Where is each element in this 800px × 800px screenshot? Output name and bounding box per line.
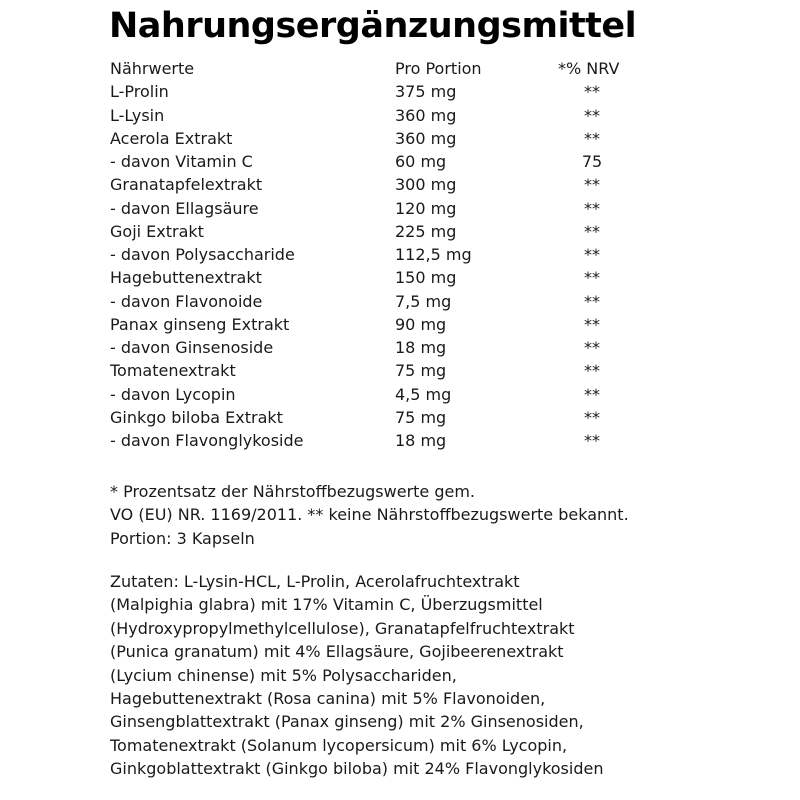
footnote-line: Portion: 3 Kapseln: [110, 528, 255, 548]
nutrient-nrv: **: [584, 175, 600, 195]
nutrient-amount: 375 mg: [395, 82, 457, 102]
nutrient-name: - davon Flavonoide: [110, 291, 263, 311]
table-row: [110, 429, 670, 452]
table-header-row: [110, 57, 670, 80]
table-row: [110, 266, 670, 289]
header-nrv: *% NRV: [558, 59, 620, 78]
ingredients-line: Ginkgoblattextrakt (Ginkgo biloba) mit 24% Flavonglykosiden: [110, 759, 604, 779]
nutrient-name: - davon Ellagsäure: [110, 198, 259, 218]
nutrient-amount: 360 mg: [395, 128, 457, 148]
nutrient-nrv: **: [584, 338, 600, 357]
nutrient-name: Hagebuttenextrakt: [110, 268, 262, 288]
table-row: [110, 80, 670, 103]
table-row: [110, 173, 670, 196]
ingredients-line: Tomatenextrakt (Solanum lycopersicum) mit 6% Lycopin,: [110, 735, 568, 755]
nutrient-nrv: **: [584, 291, 600, 311]
table-row: [110, 243, 670, 266]
nutrient-nrv: **: [584, 431, 600, 450]
nutrient-amount: 18 mg: [395, 338, 447, 357]
nutrient-name: Acerola Extrakt: [110, 128, 233, 148]
ingredients-text: [110, 570, 603, 781]
nutrient-nrv: **: [584, 105, 600, 125]
table-row: [110, 220, 670, 243]
nutrient-amount: 225 mg: [395, 221, 457, 241]
nutrient-name: - davon Lycopin: [110, 384, 236, 404]
nutrient-amount: 120 mg: [395, 198, 457, 218]
table-row: [110, 150, 670, 173]
nutrient-nrv: **: [584, 221, 600, 241]
nutrient-nrv: **: [584, 268, 600, 288]
nutrient-name: Ginkgo biloba Extrakt: [110, 407, 283, 427]
table-row: [110, 197, 670, 220]
ingredients-line: Ginsengblattextrakt (Panax ginseng) mit 2% Ginsenosiden,: [110, 712, 584, 732]
table-row: [110, 336, 670, 359]
nutrient-nrv: **: [584, 198, 600, 218]
nutrient-amount: 7,5 mg: [395, 291, 452, 311]
nutrient-name: L-Lysin: [110, 105, 165, 125]
ingredients-line: (Hydroxypropylmethylcellulose), Granatapfelfruchtextrakt: [110, 618, 575, 638]
nutrient-name: - davon Vitamin C: [110, 152, 253, 171]
table-row: [110, 313, 670, 336]
nutrient-name: Granatapfelextrakt: [110, 175, 263, 195]
table-row: [110, 383, 670, 406]
nutrient-nrv: 75: [581, 152, 603, 171]
page-title: Nahrungsergänzungsmittel: [109, 6, 637, 46]
nutrient-name: - davon Polysaccharide: [110, 245, 295, 264]
nutrient-nrv: **: [584, 314, 600, 334]
ingredients-line: (Malpighia glabra) mit 17% Vitamin C, Überzugsmittel: [110, 595, 543, 615]
nutrient-amount: 90 mg: [395, 314, 447, 334]
nutrient-name: - davon Ginsenoside: [110, 338, 274, 357]
ingredients-line: (Lycium chinense) mit 5% Polysacchariden,: [110, 665, 457, 685]
nutrient-amount: 18 mg: [395, 431, 447, 450]
ingredients-line: Hagebuttenextrakt (Rosa canina) mit 5% Flavonoiden,: [110, 689, 546, 709]
nutrient-name: - davon Flavonglykoside: [110, 431, 304, 450]
header-per-portion: Pro Portion: [395, 59, 482, 78]
footnote-line: * Prozentsatz der Nährstoffbezugswerte gem.: [110, 482, 476, 501]
footnote-line: VO (EU) NR. 1169/2011. ** keine Nährstoffbezugswerte bekannt.: [110, 505, 629, 525]
nutrient-name: Panax ginseng Extrakt: [110, 314, 290, 334]
nutrient-amount: 300 mg: [395, 175, 457, 195]
nutrient-name: Tomatenextrakt: [110, 361, 236, 381]
nutrient-amount: 60 mg: [395, 152, 447, 171]
nutrient-amount: 112,5 mg: [395, 245, 472, 264]
nutrient-amount: 360 mg: [395, 105, 457, 125]
footnote: [110, 480, 629, 550]
nutrient-nrv: **: [584, 407, 600, 427]
nutrition-table: [110, 57, 670, 452]
table-row: [110, 406, 670, 429]
nutrient-name: L-Prolin: [110, 82, 169, 102]
nutrient-nrv: **: [584, 384, 600, 404]
nutrient-amount: 75 mg: [395, 407, 447, 427]
table-row: [110, 290, 670, 313]
table-row: [110, 359, 670, 382]
nutrient-name: Goji Extrakt: [110, 221, 204, 241]
ingredients-line: (Punica granatum) mit 4% Ellagsäure, Gojibeerenextrakt: [110, 642, 564, 662]
nutrient-amount: 150 mg: [395, 268, 457, 288]
nutrient-amount: 4,5 mg: [395, 384, 452, 404]
ingredients-line: Zutaten: L-Lysin-HCL, L-Prolin, Acerolafruchtextrakt: [110, 572, 520, 591]
nutrient-nrv: **: [584, 82, 600, 102]
nutrient-nrv: **: [584, 361, 600, 381]
table-row: [110, 127, 670, 150]
nutrient-amount: 75 mg: [395, 361, 447, 381]
table-body: [110, 80, 670, 452]
table-row: [110, 104, 670, 127]
header-nutrient: Nährwerte: [110, 59, 195, 78]
nutrient-nrv: **: [584, 128, 600, 148]
nutrient-nrv: **: [584, 245, 600, 264]
